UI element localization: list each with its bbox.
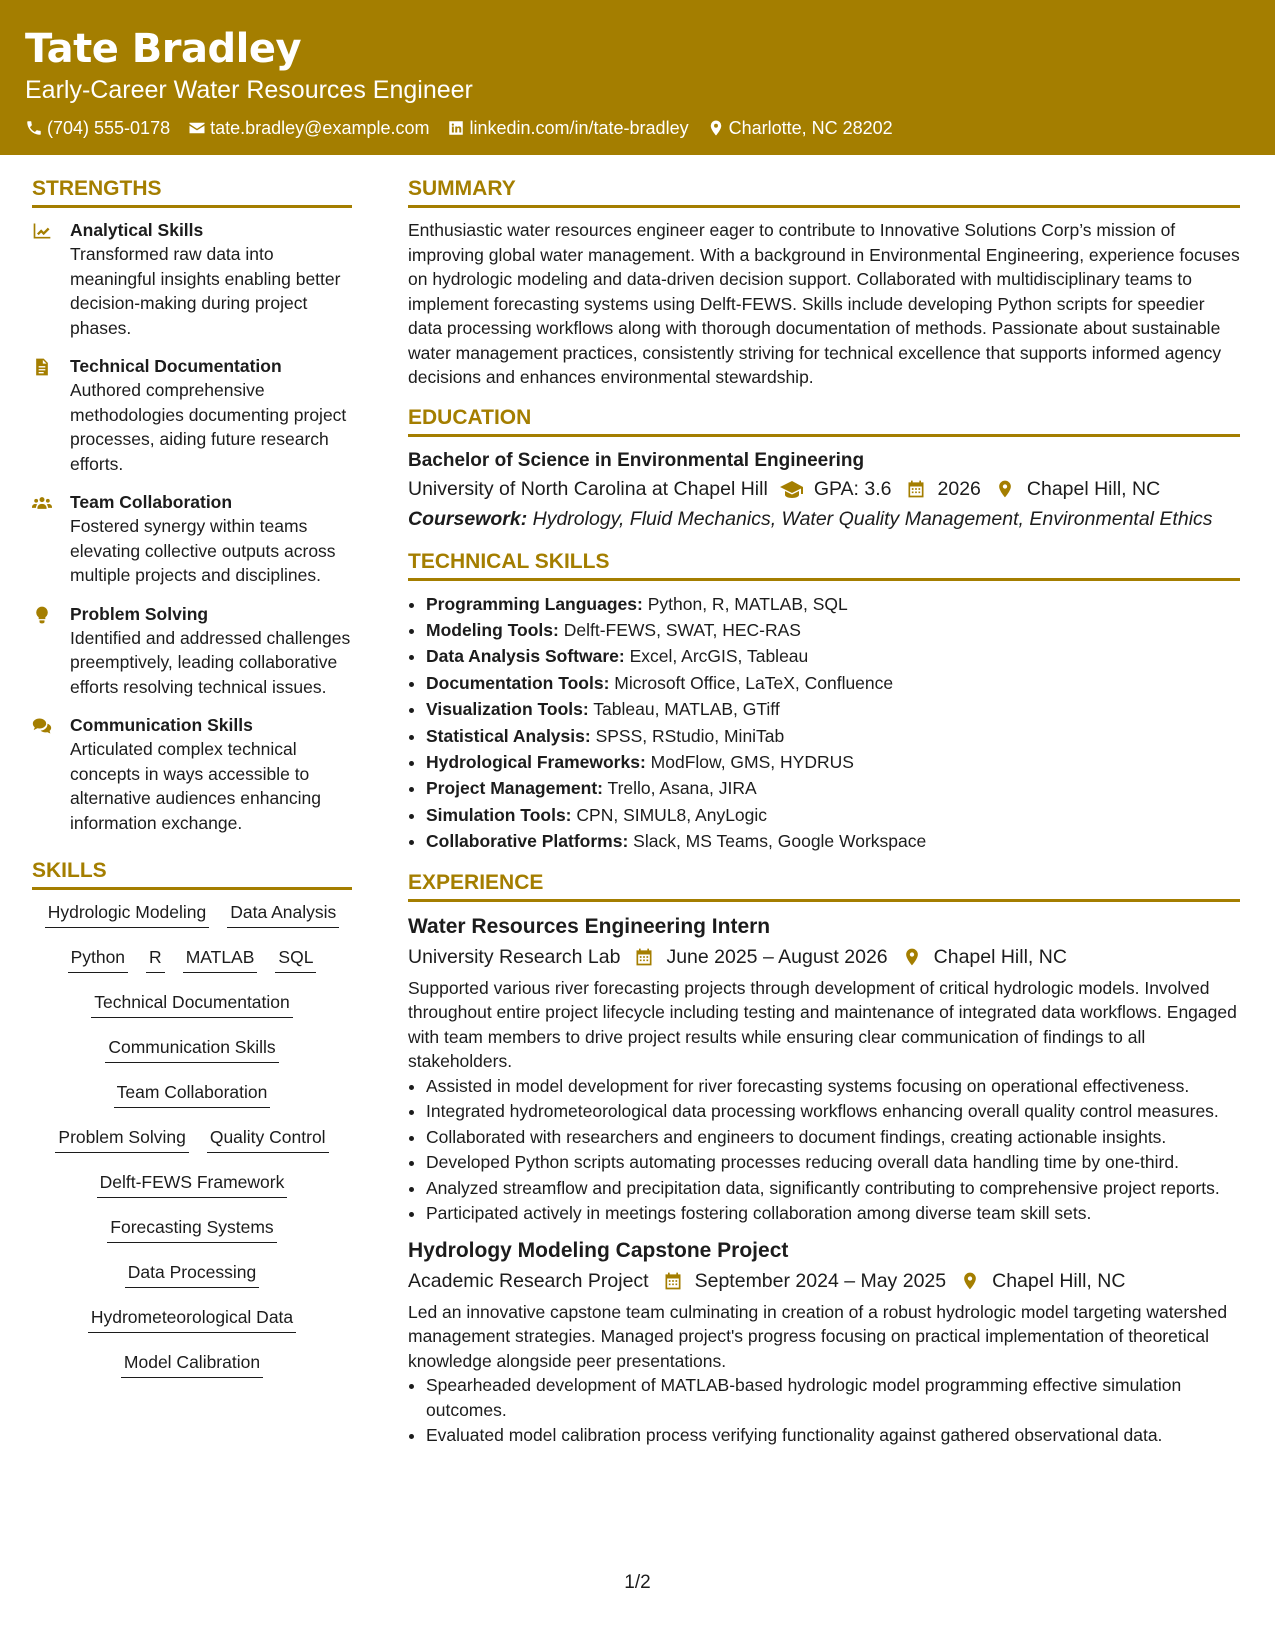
job-bullet: • Collaborated with researchers and engineers to document findings, creating actionable insights. [426,1125,1240,1150]
skill-tag: Model Calibration [121,1350,263,1378]
users-icon [32,493,52,513]
technical-skill-value: Python, R, MATLAB, SQL [647,593,848,614]
job-location: Chapel Hill, NC [933,945,1067,968]
experience-heading: EXPERIENCE [408,869,1240,902]
coursework [408,504,1240,534]
skill-row [32,1035,352,1080]
skill-row [32,1215,352,1260]
education-heading: EDUCATION [408,404,1240,437]
skill-tag: R [146,945,165,973]
strength-item [32,354,352,476]
skills-tags [32,900,352,1395]
strength-title: Communication Skills [70,715,253,735]
location-text: Charlotte, NC 28202 [728,118,893,138]
contact-linkedin[interactable] [447,116,688,140]
strength-desc: Transformed raw data into meaningful insights enabling better decision-making during project phases. [70,244,341,338]
map-pin-icon [900,947,924,967]
skill-tag: Data Analysis [227,900,339,928]
technical-skills-list [408,591,1240,855]
technical-skill-item [426,775,1240,801]
technical-skill-value: SPSS, RStudio, MiniTab [595,725,785,746]
job-bullets [408,1373,1240,1448]
job-bullet: • Integrated hydrometeorological data processing workflows enhancing overall quality control measures. [426,1099,1240,1124]
job-bullet: • Assisted in model development for river forecasting systems focusing on operational effectiveness. [426,1074,1240,1099]
chart-line-icon [32,221,52,241]
lightbulb-icon [32,605,52,625]
technical-skill-label: Visualization Tools: [426,699,589,720]
job-title: Water Resources Engineering Intern [408,914,771,938]
strength-desc: Identified and addressed challenges preemptively, leading collaborative efforts resolving technical issues. [70,627,351,697]
map-pin-icon [707,119,725,137]
skill-tag: SQL [275,945,316,973]
job-description: Led an innovative capstone team culminating in creation of a robust hydrologic model targeting watershed management strategies. Managed project's progress focusing on practical implementation of theoretical knowledge alongside peer presentations. [408,1301,1228,1371]
technical-skill-value: Microsoft Office, LaTeX, Confluence [614,672,894,693]
strengths-list [32,218,352,835]
strength-item [32,713,352,835]
technical-skill-value: Trello, Asana, JIRA [607,778,757,799]
email-text: tate.bradley@example.com [210,118,430,138]
summary-heading: SUMMARY [408,175,1240,208]
skill-row [32,990,352,1035]
strength-title: Team Collaboration [70,492,233,512]
graduation-year: 2026 [937,477,981,500]
technical-skill-value: Excel, ArcGIS, Tableau [629,646,809,667]
school-location: Chapel Hill, NC [1026,477,1161,500]
strength-item [32,490,352,588]
strength-title: Analytical Skills [70,220,204,240]
strength-item [32,218,352,340]
strength-title: Problem Solving [70,603,209,624]
candidate-name: Tate Bradley [25,26,302,72]
skill-tag: Communication Skills [105,1035,278,1063]
technical-skill-item [426,643,1240,669]
technical-skill-label: Programming Languages: [426,593,643,614]
job-org: Academic Research Project [408,1269,649,1292]
skill-row [32,1170,352,1215]
technical-skill-label: Collaborative Platforms: [426,831,629,852]
phone-icon [25,119,43,137]
resume-header [0,0,1275,155]
strengths-heading: STRENGTHS [32,175,352,208]
phone-text: (704) 555-0178 [47,118,171,138]
technical-skill-item [426,670,1240,696]
skill-row [32,1350,352,1395]
technical-skill-item [426,617,1240,643]
skill-tag: Hydrologic Modeling [45,900,210,928]
candidate-headline: Early-Career Water Resources Engineer [25,76,473,104]
map-pin-icon [958,1271,982,1291]
job-bullet: • Evaluated model calibration process verifying functionality against gathered observational data. [426,1423,1240,1448]
skill-row [32,1080,352,1125]
job-bullet: • Participated actively in meetings fostering collaboration among diverse team skill sets. [426,1201,1240,1226]
technical-skills-heading: TECHNICAL SKILLS [408,548,1240,581]
skill-row [32,1305,352,1350]
strength-title: Technical Documentation [70,356,282,376]
job-bullet: • Spearheaded development of MATLAB-based hydrologic model programming effective simulation outcomes. [426,1373,1240,1422]
contact-bar [25,116,1250,140]
technical-skill-item [426,591,1240,617]
technical-skill-label: Hydrological Frameworks: [426,751,646,772]
strength-item [32,602,352,700]
job-bullets [408,1074,1240,1226]
experience-item [408,912,1240,1226]
graduation-cap-icon [780,479,804,499]
technical-skill-value: Tableau, MATLAB, GTiff [593,699,780,720]
technical-skill-item [426,723,1240,749]
technical-skill-label: Modeling Tools: [426,619,559,640]
left-column [32,175,352,1395]
linkedin-icon [447,119,465,137]
contact-email[interactable] [188,116,429,140]
skill-row [32,1260,352,1305]
gpa: GPA: 3.6 [813,477,892,500]
technical-skill-item [426,828,1240,854]
skill-tag: Delft-FEWS Framework [97,1170,288,1198]
job-title: Hydrology Modeling Capstone Project [408,1238,789,1262]
skill-tag: Problem Solving [55,1125,188,1153]
calendar-icon [632,947,656,967]
envelope-icon [188,119,206,137]
technical-skill-item [426,696,1240,722]
skill-tag: Python [68,945,128,973]
document-icon [32,357,52,377]
technical-skill-value: Delft-FEWS, SWAT, HEC-RAS [563,619,801,640]
summary-text: Enthusiastic water resources engineer eager to contribute to Innovative Solutions Corp’s mission of improving global water management. With a background in Environmental Engineering, experience focuses on hydrologic modeling and data-driven decision support. Collaborated with multidisciplinary teams to implement forecasting systems using Delft-FEWS. Skills include developing Python scripts for speedier data processing workflows along with thorough documentation of methods. Passionate about sustainable water management practices, consistently striving for technical excellence that supports informed agency decisions and enhances environmental stewardship. [408,220,1240,387]
school-name: University of North Carolina at Chapel Hill [408,477,768,500]
education-meta [408,474,1240,504]
map-pin-icon [993,479,1017,499]
technical-skill-value: ModFlow, GMS, HYDRUS [650,751,854,772]
strength-desc: Articulated complex technical concepts in ways accessible to alternative audiences enhancing information exchange. [70,739,322,833]
job-dates: September 2024 – May 2025 [694,1269,947,1292]
job-dates: June 2025 – August 2026 [666,945,888,968]
technical-skill-label: Statistical Analysis: [426,725,591,746]
calendar-icon [904,479,928,499]
job-meta [408,1266,1240,1296]
technical-skill-label: Data Analysis Software: [426,646,625,667]
job-location: Chapel Hill, NC [992,1269,1126,1292]
calendar-icon [661,1271,685,1291]
technical-skill-label: Project Management: [426,778,603,799]
skill-tag: Team Collaboration [114,1080,271,1108]
skill-row [32,945,352,990]
skill-row [32,900,352,945]
experience-list [408,912,1240,1448]
job-description: Supported various river forecasting projects through development of critical hydrologic models. Involved throughout entire project lifecycle including testing and maintenance of integrated data workflows. Engaged with team members to drive project results while ensuring clear communication of findings to all stakeholders. [408,977,1237,1072]
linkedin-text: linkedin.com/in/tate-bradley [469,118,689,138]
skill-tag: Quality Control [207,1125,329,1153]
experience-item [408,1236,1240,1448]
technical-skill-label: Simulation Tools: [426,804,572,825]
technical-skill-value: Slack, MS Teams, Google Workspace [633,831,927,852]
strength-desc: Fostered synergy within teams elevating collective outputs across multiple projects and disciplines. [70,516,336,585]
technical-skill-value: CPN, SIMUL8, AnyLogic [576,804,768,825]
skill-tag: Data Processing [125,1260,259,1288]
job-meta [408,942,1240,972]
skill-tag: Forecasting Systems [107,1215,276,1243]
technical-skill-label: Documentation Tools: [426,672,610,693]
job-bullet: • Analyzed streamflow and precipitation data, significantly contributing to comprehensive project reports. [426,1176,1240,1201]
contact-phone[interactable] [25,116,170,140]
skill-row [32,1125,352,1170]
comments-icon [32,716,52,736]
strength-desc: Authored comprehensive methodologies documenting project processes, aiding future research efforts. [70,380,347,474]
technical-skill-item [426,749,1240,775]
contact-location [707,116,893,140]
technical-skill-item [426,802,1240,828]
skill-tag: Hydrometeorological Data [88,1305,296,1333]
job-org: University Research Lab [408,945,621,968]
skills-heading: SKILLS [32,857,352,890]
degree-title: Bachelor of Science in Environmental Engineering [408,449,865,471]
coursework-list: Hydrology, Fluid Mechanics, Water Quality Management, Environmental Ethics [532,507,1213,530]
right-column [408,175,1240,1458]
coursework-label: Coursework: [408,507,528,530]
job-bullet: • Developed Python scripts automating processes reducing overall data handling time by one-third. [426,1150,1240,1175]
page-number: 1/2 [624,1572,651,1593]
skill-tag: Technical Documentation [91,990,293,1018]
skill-tag: MATLAB [183,945,258,973]
